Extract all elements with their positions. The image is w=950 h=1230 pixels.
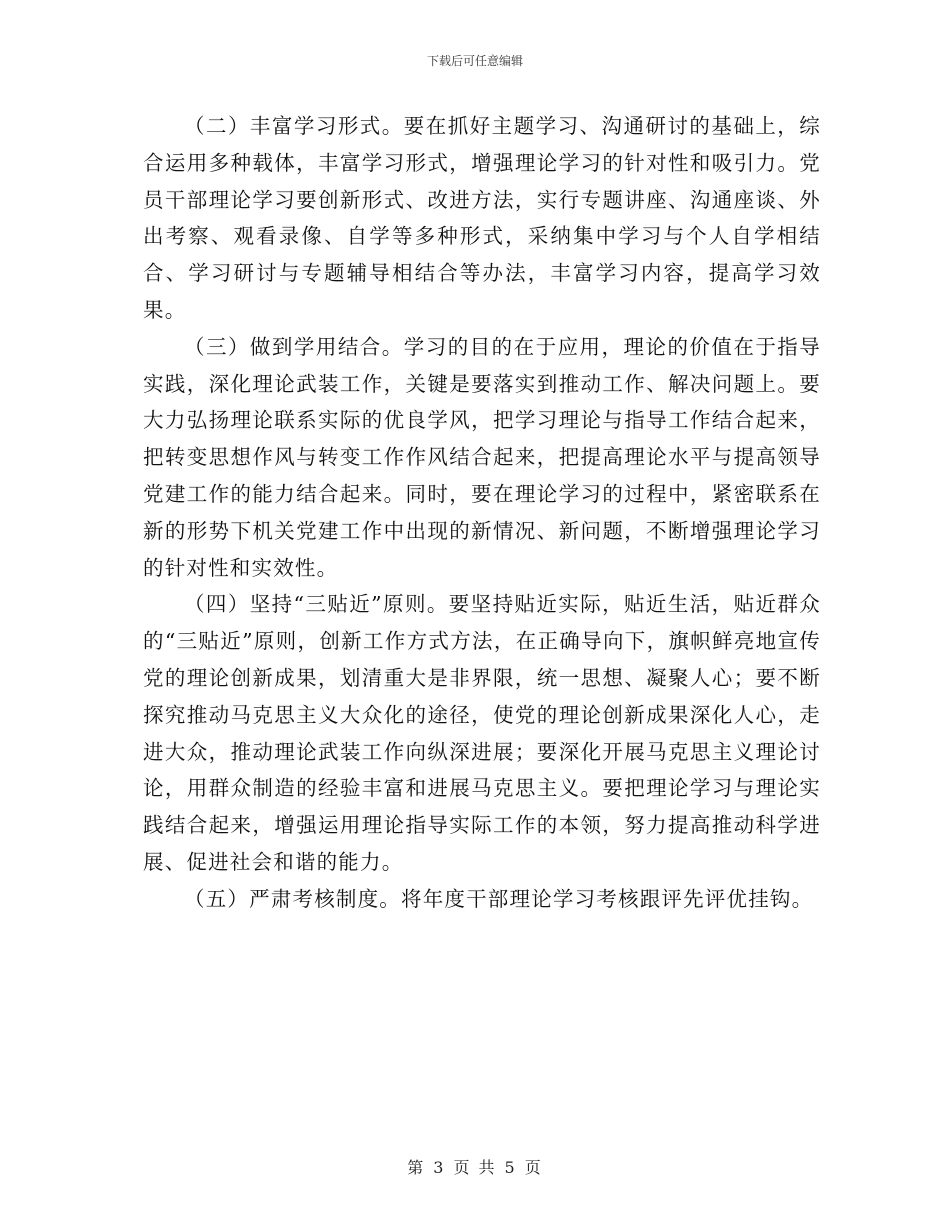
paragraph-2: （二）丰富学习形式。要在抓好主题学习、沟通研讨的基础上，综合运用多种载体，丰富学习形式，增强理论学习的针对性和吸引力。党员干部理论学习要创新形式、改进方法，实行专题讲座、沟通座谈、外出考察、观看录像、自学等多种形式，采纳集中学习与个人自学相结合、学习研讨与专题辅导相结合等办法，丰富学习内容，提高学习效果。 (143, 114, 821, 322)
footer-page-suffix: 页 (524, 1158, 543, 1177)
paragraph-5: （五）严肃考核制度。将年度干部理论学习考核跟评先评优挂钩。 (184, 886, 814, 911)
footer-page-number: 3 (433, 1158, 446, 1177)
paragraph-4: （四）坚持“三贴近”原则。要坚持贴近实际，贴近生活，贴近群众的“三贴近”原则，创新工作方式方法，在正确导向下，旗帜鲜亮地宣传党的理论创新成果，划清重大是非界限，统一思想、凝聚人心；要不断探究推动马克思主义大众化的途径，使党的理论创新成果深化人心，走进大众，推动理论武装工作向纵深进展；要深化开展马克思主义理论讨论，用群众制造的经验丰富和进展马克思主义。要把理论学习与理论实践结合起来，增强运用理论指导实际工作的本领，努力提高推动科学进展、促进社会和谐的能力。 (143, 592, 821, 874)
document-body (143, 108, 821, 918)
page-footer (0, 1155, 950, 1178)
footer-page-middle: 页 共 (453, 1158, 497, 1177)
header-note: 下载后可任意编辑 (426, 54, 523, 68)
paragraph-3: （三）做到学用结合。学习的目的在于应用，理论的价值在于指导实践，深化理论武装工作，关键是要落实到推动工作、解决问题上。要大力弘扬理论联系实际的优良学风，把学习理论与指导工作结合起来，把转变思想作风与转变工作作风结合起来，把提高理论水平与提高领导党建工作的能力结合起来。同时，要在理论学习的过程中，紧密联系在新的形势下机关党建工作中出现的新情况、新问题，不断增强理论学习的针对性和实效性。 (143, 334, 821, 580)
footer-page-prefix: 第 (407, 1158, 426, 1177)
footer-page-total: 5 (504, 1158, 517, 1177)
